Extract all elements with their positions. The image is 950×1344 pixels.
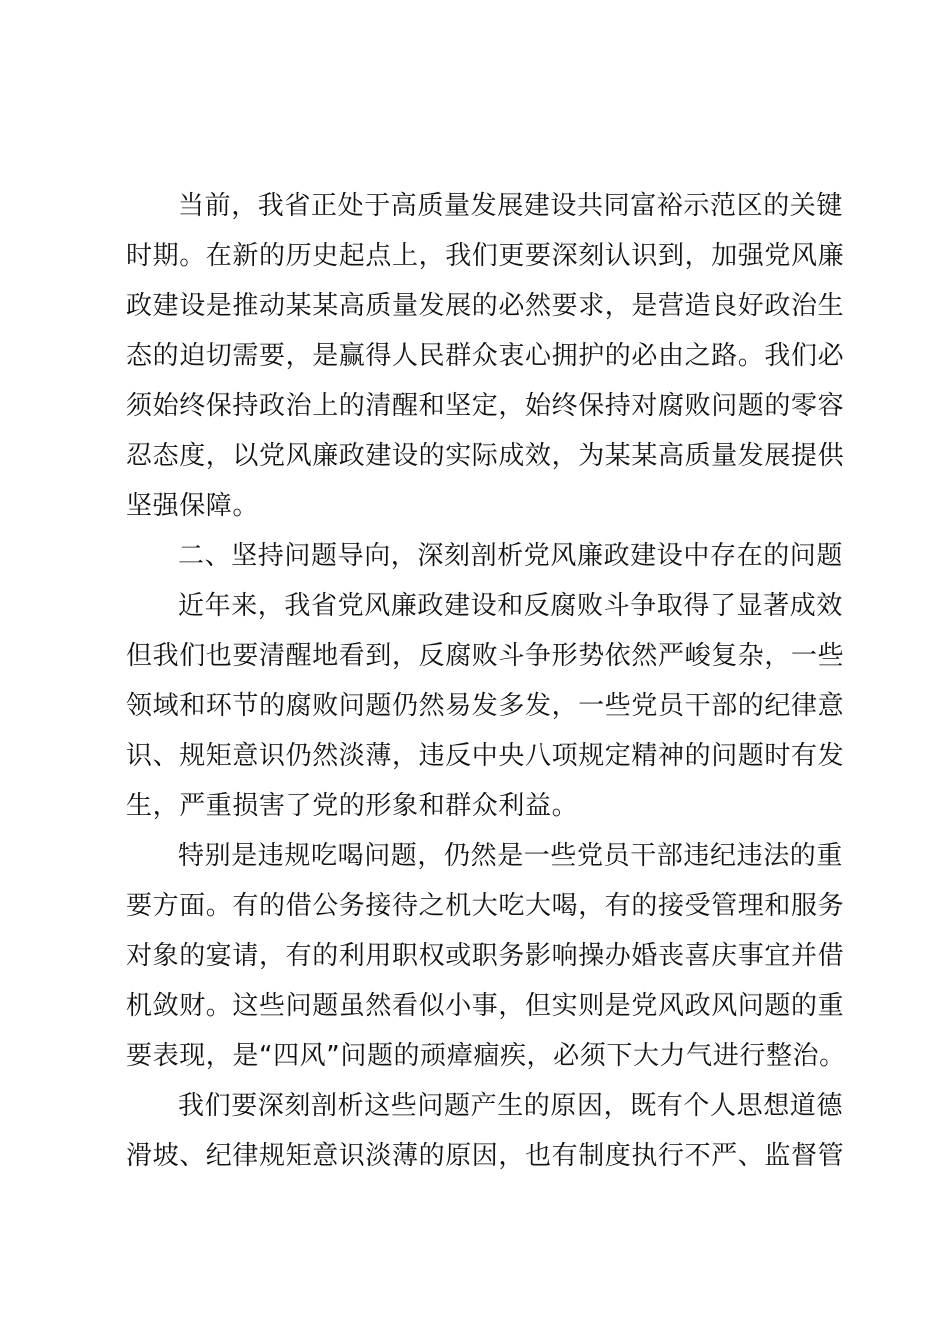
paragraph-line: 领域和环节的腐败问题仍然易发多发，一些党员干部的纪律意 <box>126 691 845 721</box>
paragraph-line: 要方面。有的借公务接待之机大吃大喝，有的接受管理和服务 <box>126 891 845 921</box>
paragraph-line: 生，严重损害了党的形象和群众利益。 <box>126 791 579 821</box>
paragraph-line: 但我们也要清醒地看到，反腐败斗争形势依然严峻复杂，一些 <box>126 641 845 671</box>
paragraph-line: 态的迫切需要，是赢得人民群众衷心拥护的必由之路。我们必 <box>126 341 845 371</box>
paragraph-line: 我们要深刻剖析这些问题产生的原因，既有个人思想道德 <box>178 1091 844 1121</box>
paragraph-line: 滑坡、纪律规矩意识淡薄的原因，也有制度执行不严、监督管 <box>126 1141 845 1171</box>
paragraph-line: 近年来，我省党风廉政建设和反腐败斗争取得了显著成效 <box>178 591 844 621</box>
paragraph-line: 特别是违规吃喝问题，仍然是一些党员干部违纪违法的重 <box>178 841 844 871</box>
paragraph-line: 机敛财。这些问题虽然看似小事，但实则是党风政风问题的重 <box>126 991 845 1021</box>
paragraph-line: 当前，我省正处于高质量发展建设共同富裕示范区的关键 <box>178 191 844 221</box>
paragraph-line: 要表现，是“四风”问题的顽瘴痼疾，必须下大力气进行整治。 <box>126 1041 846 1071</box>
paragraph-line: 识、规矩意识仍然淡薄，违反中央八项规定精神的问题时有发 <box>126 741 845 771</box>
paragraph-line: 时期。在新的历史起点上，我们更要深刻认识到，加强党风廉 <box>126 241 845 271</box>
paragraph-line: 坚强保障。 <box>126 491 260 521</box>
section-heading: 二、坚持问题导向，深刻剖析党风廉政建设中存在的问题 <box>178 541 844 571</box>
paragraph-line: 须始终保持政治上的清醒和坚定，始终保持对腐败问题的零容 <box>126 391 845 421</box>
paragraph-line: 政建设是推动某某高质量发展的必然要求，是营造良好政治生 <box>126 291 845 321</box>
paragraph-line: 对象的宴请，有的利用职权或职务影响操办婚丧喜庆事宜并借 <box>126 941 845 971</box>
paragraph-line: 忍态度，以党风廉政建设的实际成效，为某某高质量发展提供 <box>126 441 845 471</box>
